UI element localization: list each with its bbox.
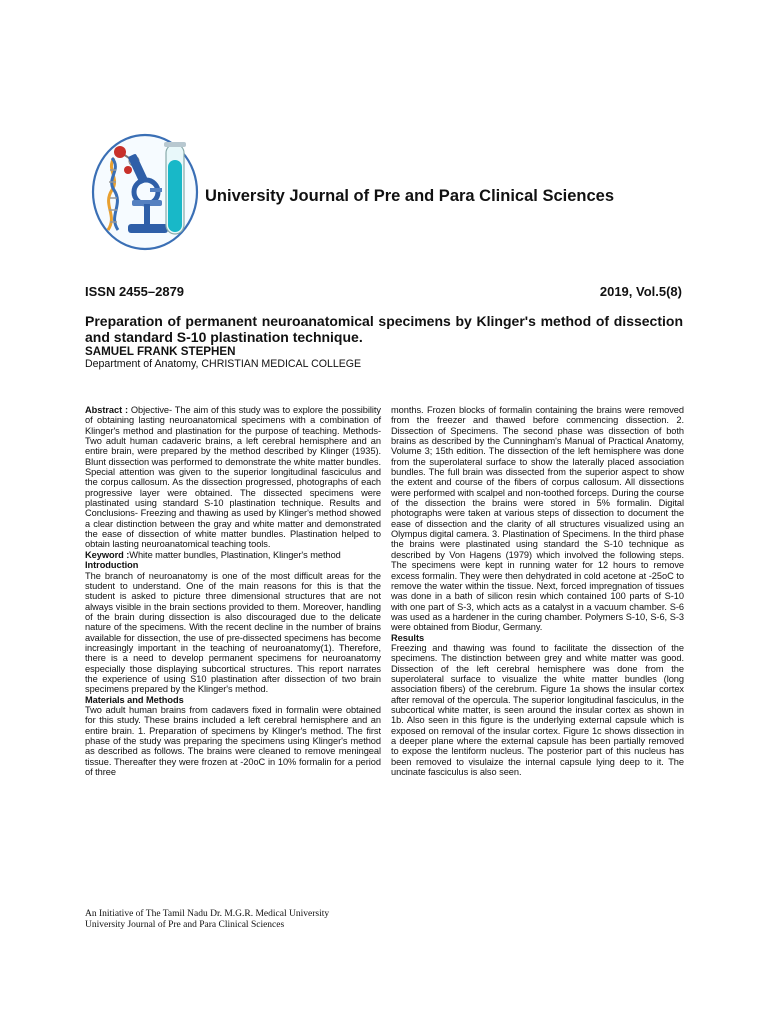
keyword-text: White matter bundles, Plastination, Klinger's method bbox=[129, 549, 341, 560]
issn-number: ISSN 2455–2879 bbox=[85, 284, 185, 299]
results-text: Freezing and thawing was found to facilitate the dissection of the specimens. The distinction between grey and white matter was good. Dissection of the left cerebral hemisphere was done from the superolateral surface to visualize the white matter bundles (long association fibers) of the cerebrum. Figure 1a shows the insular cortex after removal of the opercula. The superior longitudinal fasciculus, in the subcortical white matter, is seen around the insular cortex as shown in 1b. Also seen in this figure is the underlying external capsule which is exposed on removal of the insular cortex. Figure 1c shows dissection in a deeper plane where the external capsule has been partially removed to expose the lentiform nucleus. The posterior part of this nucleus has been removed to visulaize the internal capsule lying deep to it. The uncinate fasciculus is also seen. bbox=[391, 642, 684, 778]
materials-text-left: Two adult human brains from cadavers fixed in formalin were obtained for this study. These brains included a left cerebral hemisphere and an entire brain. 1. Preparation of specimens by Klinger's method. The first phase of the study was preparing the specimens using Klinger's method as described as follows. The brains were cleaned to remove meningeal tissue. Thereafter they were frozen at -20oC in 10% formalin for a period of three bbox=[85, 704, 381, 778]
article-title: Preparation of permanent neuroanatomical specimens by Klinger's method of dissection and standard S-10 plastination technique. bbox=[85, 313, 683, 345]
right-column bbox=[391, 405, 684, 777]
materials-heading: Materials and Methods bbox=[85, 694, 184, 705]
results-heading: Results bbox=[391, 632, 425, 643]
test-tube-icon bbox=[164, 142, 186, 234]
abstract-label: Abstract : bbox=[85, 405, 129, 415]
introduction-text: The branch of neuroanatomy is one of the most difficult areas for the student to understand. One of the main reasons for this is that the student is asked to picture three dimensional structures that are not always visible in the brain sections provided to them. Moreover, handling of the brain during dissection is also discouraged due to the delicate nature of the specimens. With the recent decline in the number of brains available for dissection, the use of pre-dissected specimens has become increasingly important in the teaching of neuroanatomy(1). Therefore, there is a need to develop permanent specimens for neuroanatomy especially those displaying subcortical structures. This report narrates the experience of using S10 plastination after dissection of two brain specimens prepared by the Klinger's method. bbox=[85, 570, 381, 695]
author-name: SAMUEL FRANK STEPHEN bbox=[85, 345, 236, 358]
keyword-paragraph bbox=[85, 550, 381, 560]
page-footer bbox=[85, 909, 329, 931]
abstract-text: Objective- The aim of this study was to explore the possibility of obtaining lasting neuroanatomical specimens with a combination of Klinger's method and plastination for the purpose of teaching. Methods- Two adult human cadaveric brains, a left cerebral hemisphere and an entire brain, were prepared by the method described by Klinger (1935). Blunt dissection was performed to demonstrate the white matter bundles. Special attention was given to the superior longitudinal fasciculus and the corpus callosum. As the dissection progressed, photographs of each progressive layer were obtained. The dissected specimens were plastinated using standard S-10 plastination technique. Results and Conclusions- Freezing and thawing as used by Klinger's method showed a clear distinction between the gray and white matter and demonstrated the ease of dissection of white matter bundles. Plastination helped to obtain lasting neuroanatomical teaching tools. bbox=[85, 405, 381, 550]
journal-title: University Journal of Pre and Para Clinical Sciences bbox=[205, 187, 614, 205]
volume-info: 2019, Vol.5(8) bbox=[599, 284, 682, 299]
introduction-heading: Introduction bbox=[85, 560, 139, 571]
footer-line-2: University Journal of Pre and Para Clinical Sciences bbox=[85, 920, 285, 930]
abstract-paragraph bbox=[85, 405, 381, 550]
journal-logo bbox=[88, 130, 206, 252]
author-affiliation: Department of Anatomy, CHRISTIAN MEDICAL COLLEGE bbox=[85, 358, 362, 370]
left-column bbox=[85, 405, 381, 777]
footer-line-1: An Initiative of The Tamil Nadu Dr. M.G.R. Medical University bbox=[85, 909, 330, 919]
keyword-label: Keyword : bbox=[85, 549, 130, 560]
materials-text-right: months. Frozen blocks of formalin containing the brains were removed from the freezer and thawed before commencing dissection. 2. Dissection of Specimens. The second phase was dissection of both brains as described by the Cunningham's Manual of Practical Anatomy, Volume 3; 15th edition. The dissection of the left hemisphere was done from the superolateral surface to show the laterally placed association bundles. The full brain was dissected from the superior aspect to show the extent and course of the fibers of corpus callosum. All dissections were performed with scalpel and non-toothed forceps. During the course of the dissection the brains were stored in 5% formalin. Digital photographs were taken at various steps of dissection to document the ease of dissection and the clarity of all structures visualized using an Olympus digital camera. 3. Plastination of Specimens. In the third phase the brains were plastinated using standard the S-10 technique as described by Von Hagens (1979) which involved the following steps. The specimens were kept in running water for 12 hours to remove excess formalin. They were then dehydrated in cold acetone at -25oC to remove the water within the tissue. Next, forced impregnation of tissues was done in a bath of silicon resin which contained 100 parts of S-10 with one part of S-3, which acts as a catalyst in a vacuum chamber. S-6 was used as a hardener in the curing chamber. Polymers S-10, S-6, S-3 were obtained from Biodur, Germany. bbox=[391, 405, 684, 633]
